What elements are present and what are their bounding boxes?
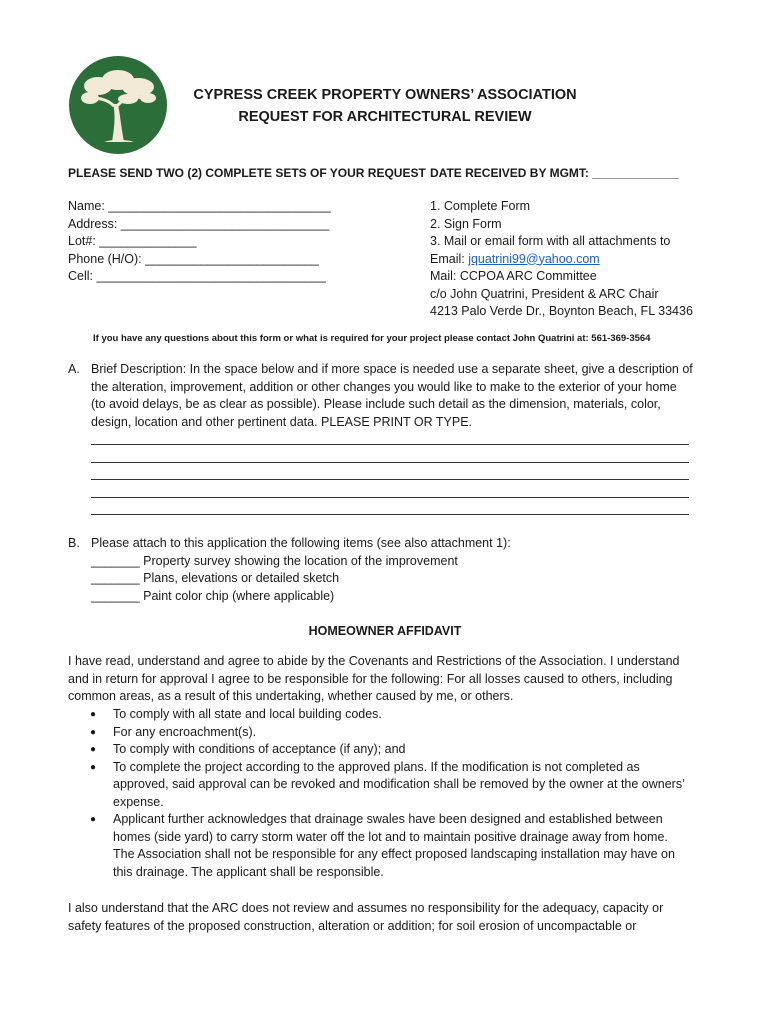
affidavit-heading: HOMEOWNER AFFIDAVIT <box>308 624 462 638</box>
email-line <box>430 251 693 269</box>
bullet-line: homes (side yard) to carry storm water off the lot and to maintain positive drainage away from home. <box>113 829 668 844</box>
affidavit-intro-line: I have read, understand and agree to abide by the Covenants and Restrictions of the Association. I understand <box>68 654 680 668</box>
description-write-line[interactable] <box>91 514 689 515</box>
section-a-line: Brief Description: In the space below and if more space is needed use a separate sheet, give a description of <box>91 362 693 376</box>
affidavit-intro-line: and in return for approval I agree to be responsible for the following: For all losses caused to others, including <box>68 671 673 686</box>
description-write-line[interactable] <box>91 462 689 463</box>
phone-field[interactable]: Phone (H/O): _________________________ <box>68 251 319 266</box>
name-field[interactable]: Name: ________________________________ <box>68 199 331 213</box>
section-a-line: the alteration, improvement, addition or other changes you would like to make to the exterior of your home <box>91 379 677 394</box>
submission-steps <box>430 198 693 321</box>
applicant-fields <box>68 198 331 286</box>
title-line-1: CYPRESS CREEK PROPERTY OWNERS’ ASSOCIATION <box>193 87 577 103</box>
bullet-line: To comply with all state and local building codes. <box>113 707 382 721</box>
date-received-field[interactable]: DATE RECEIVED BY MGMT: _____________ <box>430 166 679 180</box>
cell-field[interactable]: Cell: _________________________________ <box>68 269 326 283</box>
affidavit-intro <box>68 653 680 706</box>
section-b-intro: Please attach to this application the following items (see also attachment 1): <box>91 536 511 550</box>
send-instruction: PLEASE SEND TWO (2) COMPLETE SETS OF YOUR REQUEST <box>68 166 426 180</box>
closing-line: safety features of the proposed construction, alteration or addition; for soil erosion of uncompactable or <box>68 918 637 933</box>
bullet-line: expense. <box>113 794 164 809</box>
bullet-line: approved, said approval can be revoked and modification shall be removed by the owner at the owners’ <box>113 777 685 791</box>
section-a-description <box>91 361 693 431</box>
affidavit-bullet <box>68 741 708 759</box>
tree-logo-icon <box>68 54 168 156</box>
affidavit-bullet <box>68 706 708 724</box>
mail-line: Mail: CCPOA ARC Committee <box>430 269 597 283</box>
email-label: Email: <box>430 251 469 266</box>
section-b-letter: B. <box>68 536 80 550</box>
affidavit-bullet <box>68 811 708 881</box>
bullet-line: Applicant further acknowledges that drainage swales have been designed and established between <box>113 812 663 826</box>
bullet-line: To complete the project according to the approved plans. If the modification is not completed as <box>113 759 640 774</box>
lot-field[interactable]: Lot#: ______________ <box>68 234 197 248</box>
description-write-line[interactable] <box>91 497 689 498</box>
mailing-address: 4213 Palo Verde Dr., Boynton Beach, FL 33436 <box>430 304 693 318</box>
attachment-survey[interactable]: _______ Property survey showing the location of the improvement <box>91 553 458 568</box>
attachment-plans[interactable]: _______ Plans, elevations or detailed sketch <box>91 571 340 585</box>
affidavit-intro-line: common areas, as a result of this undertaking, whether caused by me, or others. <box>68 689 514 703</box>
affidavit-bullet <box>68 759 708 812</box>
bullet-line: For any encroachment(s). <box>113 724 257 739</box>
address-field[interactable]: Address: ______________________________ <box>68 216 330 231</box>
bullet-icon: ● <box>90 726 97 738</box>
description-write-line[interactable] <box>91 479 689 480</box>
email-link[interactable]: jquatrini99@yahoo.com <box>468 251 600 266</box>
bullet-line: To comply with conditions of acceptance (if any); and <box>113 742 406 756</box>
bullet-icon: ● <box>90 744 97 755</box>
care-of-line: c/o John Quatrini, President & ARC Chair <box>430 286 659 301</box>
affidavit-bullet <box>68 724 708 742</box>
bullet-line: The Association shall not be responsible for any effect proposed landscaping installation may have on <box>113 847 675 861</box>
section-a-line: design, location and other pertinent data. PLEASE PRINT OR TYPE. <box>91 414 472 429</box>
association-logo <box>68 54 168 156</box>
bullet-icon: ● <box>90 814 97 825</box>
title-line-2: REQUEST FOR ARCHITECTURAL REVIEW <box>238 109 532 125</box>
affidavit-closing <box>68 900 663 935</box>
section-b-attachments <box>91 535 511 605</box>
bullet-line: this drainage. The applicant shall be responsible. <box>113 864 384 879</box>
section-a-letter: A. <box>68 362 80 376</box>
contact-note: If you have any questions about this form or what is required for your project please contact John Quatrini at: 561-369-3564 <box>93 333 651 344</box>
step-sign-form: 2. Sign Form <box>430 216 502 231</box>
bullet-icon: ● <box>90 709 97 720</box>
step-complete-form: 1. Complete Form <box>430 199 531 213</box>
step-mail-email: 3. Mail or email form with all attachments to <box>430 234 671 248</box>
affidavit-bullets <box>68 706 708 881</box>
attachment-paint-chip[interactable]: _______ Paint color chip (where applicable) <box>91 588 335 603</box>
bullet-icon: ● <box>90 761 97 773</box>
section-a-line: (to avoid delays, be as clear as possible). Please include such detail as the dimension, materials, color, <box>91 397 661 411</box>
description-write-line[interactable] <box>91 444 689 445</box>
closing-line: I also understand that the ARC does not review and assumes no responsibility for the adequacy, capacity or <box>68 901 664 915</box>
